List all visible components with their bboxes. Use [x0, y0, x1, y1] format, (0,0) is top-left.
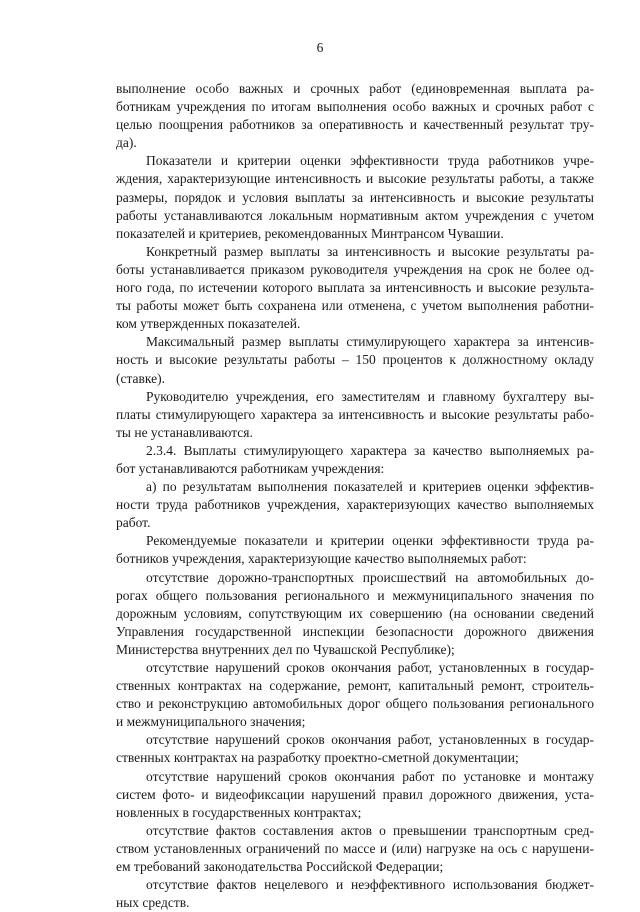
document-body: [116, 80, 594, 912]
text-line: отсутствие нарушений сроков окончания работ по установке и монтажу: [146, 768, 594, 784]
text-line: дорожным условиям, сопутствующим их совершению (на основании сведений: [116, 605, 594, 621]
paragraph: [116, 478, 594, 532]
text-line: ство и реконструкцию автомобильных дорог общего пользования регионального: [116, 696, 594, 712]
paragraph: [116, 768, 594, 822]
paragraph: [116, 388, 594, 442]
paragraph: [116, 80, 594, 152]
paragraph: [116, 532, 594, 568]
text-line: Руководителю учреждения, его заместителям и главному бухгалтеру вы-: [146, 388, 594, 404]
text-line: выполнение особо важных и срочных работ (единовременная выплата ра-: [116, 81, 594, 96]
text-line: работы устанавливаются локальным нормативным актом учреждения с учетом: [116, 207, 594, 223]
paragraph: [116, 822, 594, 876]
text-line: отсутствие фактов составления актов о превышении транспортным сред-: [146, 822, 594, 838]
page-number: 6: [316, 40, 324, 55]
text-line: ных средств.: [116, 895, 190, 911]
text-line: Управления государственной инспекции безопасности дорожного движения: [116, 623, 594, 639]
paragraph: [116, 333, 594, 387]
text-line: бот устанавливаются работникам учреждения:: [116, 460, 385, 476]
text-line: ем требований законодательства Российской Федерации;: [116, 859, 444, 875]
text-line: ственных контрактах на разработку проектно-сметной документации;: [116, 750, 519, 766]
paragraph: [116, 569, 594, 659]
text-line: ством установленных ограничений по массе и (или) нагрузке на ось с нарушени-: [116, 840, 594, 856]
text-line: боты устанавливается приказом руководителя учреждения на срок не более од-: [116, 261, 594, 277]
text-line: ботникам учреждения по итогам выполнения особо важных и срочных работ с: [116, 99, 594, 115]
text-line: отсутствие нарушений сроков окончания работ, установленных в государ-: [146, 732, 594, 748]
text-line: отсутствие нарушений сроков окончания работ, установленных в государ-: [146, 660, 594, 675]
paragraph: [116, 659, 594, 731]
text-line: размеры, порядок и условия выплаты за интенсивность и высокие результаты: [116, 189, 594, 205]
text-line: ность и высокие результаты работы – 150 процентов к должностному окладу: [116, 352, 594, 368]
paragraph: [116, 152, 594, 242]
paragraph: [116, 731, 594, 767]
text-line: Министерства внутренних дел по Чувашской Республике);: [116, 641, 455, 657]
text-line: ботников учреждения, характеризующие качество выполняемых работ:: [116, 551, 527, 567]
text-line: целью поощрения работников за оперативность и качественный результат тру-: [116, 117, 594, 133]
text-line: 2.3.4. Выплаты стимулирующего характера за качество выполняемых ра-: [146, 442, 594, 458]
text-line: систем фото- и видеофиксации нарушений правил дорожного движения, уста-: [116, 786, 594, 802]
text-line: показателей и критериев, рекомендованных Минтрансом Чувашии.: [116, 225, 504, 241]
text-line: ком утвержденных показателей.: [116, 316, 301, 332]
text-line: рогах общего пользования регионального и межмуниципального значения по: [116, 587, 594, 603]
text-line: платы стимулирующего характера за интенсивность и высокие результаты рабо-: [116, 406, 594, 422]
text-line: ты не устанавливаются.: [116, 424, 253, 440]
text-line: новленных в государственных контрактах;: [116, 804, 362, 820]
text-line: (ставке).: [116, 370, 166, 386]
text-line: Конкретный размер выплаты за интенсивность и высокие результаты ра-: [146, 243, 594, 259]
paragraph: [116, 876, 594, 912]
text-line: ты работы может быть сохранена или отменена, с учетом выполнения работни-: [116, 298, 594, 314]
paragraph: [116, 442, 594, 478]
text-line: отсутствие фактов нецелевого и неэффективного использования бюджет-: [146, 877, 594, 893]
text-line: отсутствие дорожно-транспортных происшествий на автомобильных до-: [146, 569, 594, 585]
text-line: ждения, характеризующие интенсивность и высокие результаты работы, а также: [116, 171, 594, 187]
text-line: да).: [116, 135, 137, 151]
text-line: а) по результатам выполнения показателей и критериев оценки эффектив-: [146, 479, 594, 495]
text-line: ного года, по истечении которого выплата за интенсивность и высокие результа-: [116, 280, 594, 296]
text-line: ности труда работников учреждения, характеризующих качество выполняемых: [116, 497, 594, 513]
text-line: работ.: [116, 515, 151, 531]
paragraph: [116, 243, 594, 333]
text-line: Максимальный размер выплаты стимулирующего характера за интенсив-: [146, 334, 594, 350]
text-line: Рекомендуемые показатели и критерии оценки эффективности труда ра-: [146, 533, 594, 549]
text-line: и межмуниципального значения;: [116, 714, 306, 730]
text-line: Показатели и критерии оценки эффективности труда работников учре-: [146, 153, 594, 169]
text-line: ственных контрактах на содержание, ремонт, капитальный ремонт, строитель-: [116, 678, 594, 694]
